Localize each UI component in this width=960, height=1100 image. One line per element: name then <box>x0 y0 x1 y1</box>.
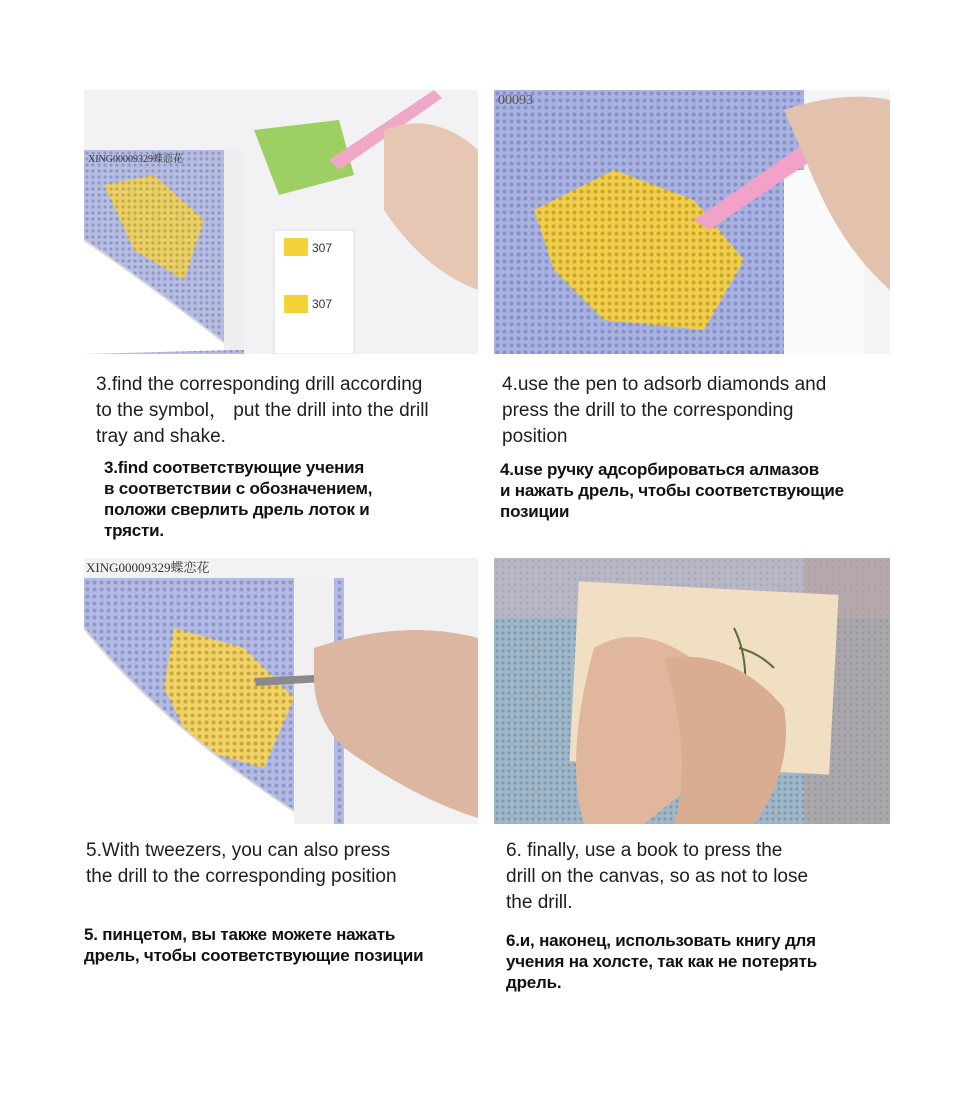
step4-ru-line-3: позиции <box>500 502 570 521</box>
step3-ru-line-4: трясти. <box>104 521 164 540</box>
step6-caption <box>506 838 906 916</box>
step5-line-1: 5.With tweezers, you can also press <box>86 840 391 861</box>
step6-ru-line-3: дрель. <box>506 973 562 992</box>
step4-line-1: 4.use the pen to adsorb diamonds and <box>502 374 827 395</box>
step4-ru-line-2: и нажать дрель, чтобы соответствующие <box>500 481 844 500</box>
step5-line-2: the drill to the corresponding position <box>86 866 397 887</box>
step4-caption <box>502 372 902 450</box>
step3-line-2: to the symbol， put the drill into the drill <box>96 400 429 421</box>
step3-caption <box>96 372 486 450</box>
step6-photo <box>494 558 890 824</box>
step3-ru-line-1: 3.find соответствующие учения <box>104 458 365 477</box>
step5-caption-ru <box>84 924 484 966</box>
step5-photo <box>84 558 478 824</box>
step3-ru-line-3: положи сверлить дрель лоток и <box>104 500 370 519</box>
tray-label-2: 307 <box>312 297 333 311</box>
step6-ru-line-1: 6.и, наконец, использовать книгу для <box>506 931 816 950</box>
canvas-code-2: 00093 <box>498 93 533 108</box>
step3-ru-line-2: в соответствии с обозначением, <box>104 479 373 498</box>
step4-line-3: position <box>502 426 568 447</box>
step4-caption-ru <box>500 459 910 522</box>
canvas-code-3: XING00009329蝶恋花 <box>86 560 210 575</box>
canvas-code-1: XING00009329蝶恋花 <box>88 154 183 165</box>
step3-caption-ru <box>104 457 484 541</box>
step3-line-1: 3.find the corresponding drill according <box>96 374 423 395</box>
step4-line-2: press the drill to the corresponding <box>502 400 794 421</box>
tray-label-1: 307 <box>312 241 333 255</box>
step6-line-3: the drill. <box>506 892 573 913</box>
step4-photo <box>494 90 890 354</box>
step6-caption-ru <box>506 930 906 993</box>
step5-caption <box>86 838 486 890</box>
step6-ru-line-2: учения на холсте, так как не потерять <box>506 952 817 971</box>
step3-photo <box>84 90 478 354</box>
step6-line-1: 6. finally, use a book to press the <box>506 840 783 861</box>
step6-line-2: drill on the canvas, so as not to lose <box>506 866 809 887</box>
step3-line-3: tray and shake. <box>96 426 226 447</box>
step5-ru-line-1: 5. пинцетом, вы также можете нажать <box>84 925 396 944</box>
step5-ru-line-2: дрель, чтобы соответствующие позиции <box>84 946 424 965</box>
step4-ru-line-1: 4.use ручку адсорбироваться алмазов <box>500 460 820 479</box>
